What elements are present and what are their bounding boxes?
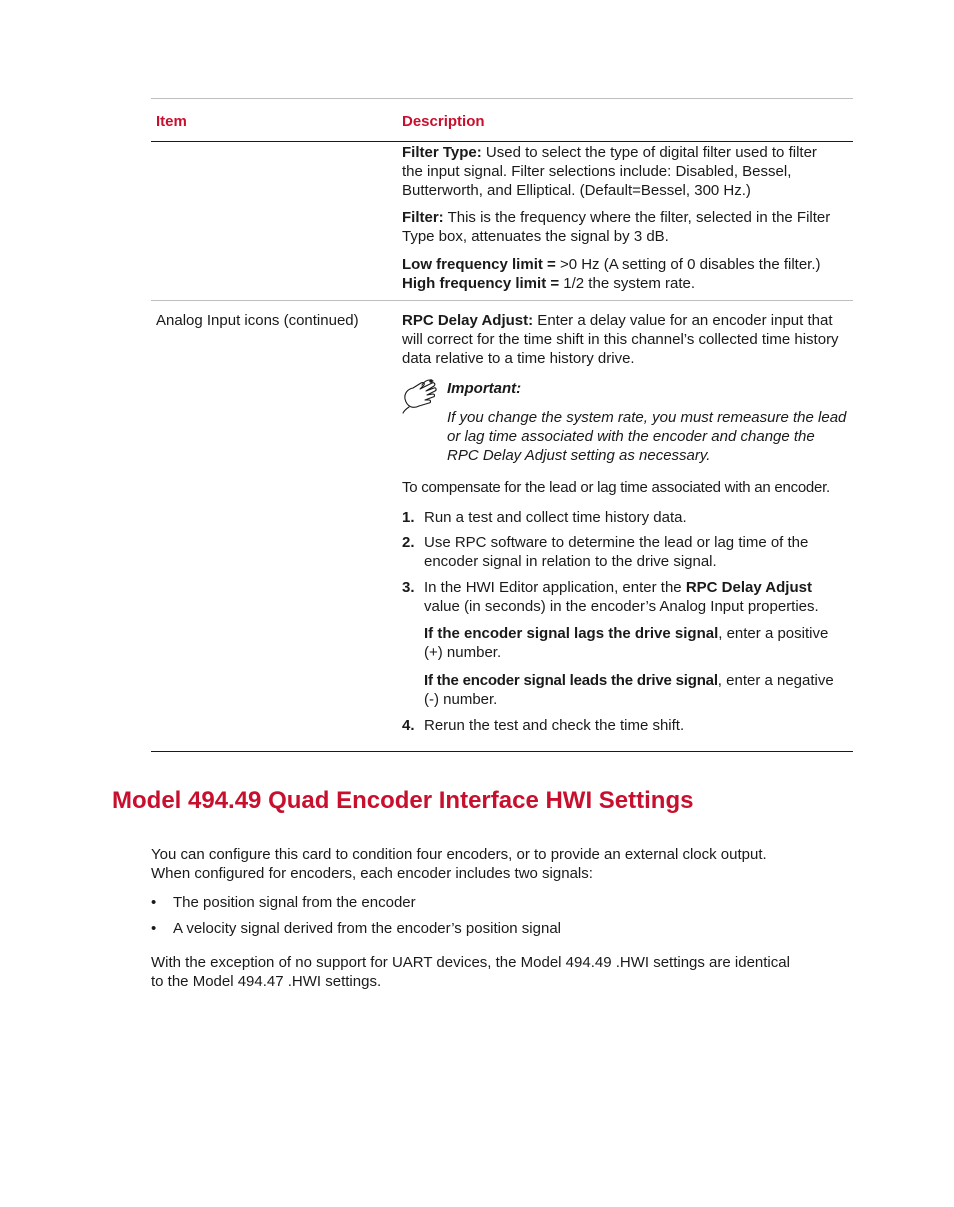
lags-paragraph: If the encoder signal lags the drive signal, enter a positive (+) number. — [424, 625, 829, 661]
compensate-paragraph: To compensate for the lead or lag time associated with an encoder. — [402, 479, 830, 496]
important-title: Important: — [447, 380, 522, 397]
filter-paragraph: Filter: This is the frequency where the filter, selected in the Filter Type box, attenuates the signal by 3 dB. — [402, 209, 831, 245]
step-4-number: 4. — [402, 717, 415, 734]
rpc-delay-label: RPC Delay Adjust: — [402, 312, 534, 329]
intro-paragraph: You can configure this card to condition four encoders, or to provide an external clock output. When configured for encoders, each encoder includes two signals: — [151, 846, 767, 882]
low-frequency-label: Low frequency limit = — [402, 256, 556, 273]
table-top-rule — [151, 98, 853, 99]
filter-label: Filter: — [402, 209, 444, 226]
table-bottom-rule — [151, 751, 853, 752]
step-3-number: 3. — [402, 579, 415, 596]
step-4: 4. Rerun the test and check the time shift. — [402, 717, 685, 734]
closing-paragraph: With the exception of no support for UART devices, the Model 494.49 .HWI settings are identical to the Model 494.47 .HWI settings. — [151, 954, 790, 990]
frequency-limits-paragraph: Low frequency limit = >0 Hz (A setting of 0 disables the filter.) High frequency limit = 1/2 the system rate. — [402, 256, 821, 292]
leads-label: If the encoder signal leads the drive signal — [424, 672, 718, 689]
filter-type-label: Filter Type: — [402, 144, 482, 161]
filter-type-paragraph: Filter Type: Used to select the type of digital filter used to filter the input signal. Filter selections include: Disabled, Bessel, Butterworth, and Elliptical. (Default=Bessel, 300 Hz.) — [402, 144, 817, 199]
table-header-description: Description — [402, 113, 485, 130]
row1-description — [402, 143, 854, 200]
table-header-item: Item — [156, 113, 187, 130]
bullet-icon: • — [151, 920, 157, 937]
pointing-hand-icon — [401, 377, 441, 415]
step-2: 2. Use RPC software to determine the lead or lag time of the encoder signal in relation to the drive signal. — [402, 534, 809, 570]
step-2-number: 2. — [402, 534, 415, 551]
row2-item: Analog Input icons (continued) — [156, 312, 359, 329]
bullet-item: • The position signal from the encoder — [151, 894, 416, 911]
important-body: If you change the system rate, you must remeasure the lead or lag time associated with the encoder and change the RPC Delay Adjust setting as necessary. — [447, 409, 847, 464]
high-frequency-label: High frequency limit = — [402, 275, 560, 292]
row-divider — [151, 300, 853, 301]
rpc-delay-paragraph: RPC Delay Adjust: Enter a delay value for an encoder input that will correct for the time shift in this channel’s collected time history data relative to a time history drive. — [402, 312, 839, 367]
step-1-number: 1. — [402, 509, 415, 526]
section-title: Model 494.49 Quad Encoder Interface HWI Settings — [112, 787, 694, 814]
lags-label: If the encoder signal lags the drive signal — [424, 625, 719, 642]
bullet-icon: • — [151, 894, 157, 911]
step-1: 1. Run a test and collect time history data. — [402, 509, 687, 526]
bullet-item: • A velocity signal derived from the encoder’s position signal — [151, 920, 561, 937]
table-header-rule — [151, 141, 853, 142]
step-3: 3. In the HWI Editor application, enter the RPC Delay Adjust value (in seconds) in the encoder’s Analog Input properties. — [402, 579, 819, 615]
leads-paragraph: If the encoder signal leads the drive signal, enter a negative (-) number. — [424, 672, 834, 708]
